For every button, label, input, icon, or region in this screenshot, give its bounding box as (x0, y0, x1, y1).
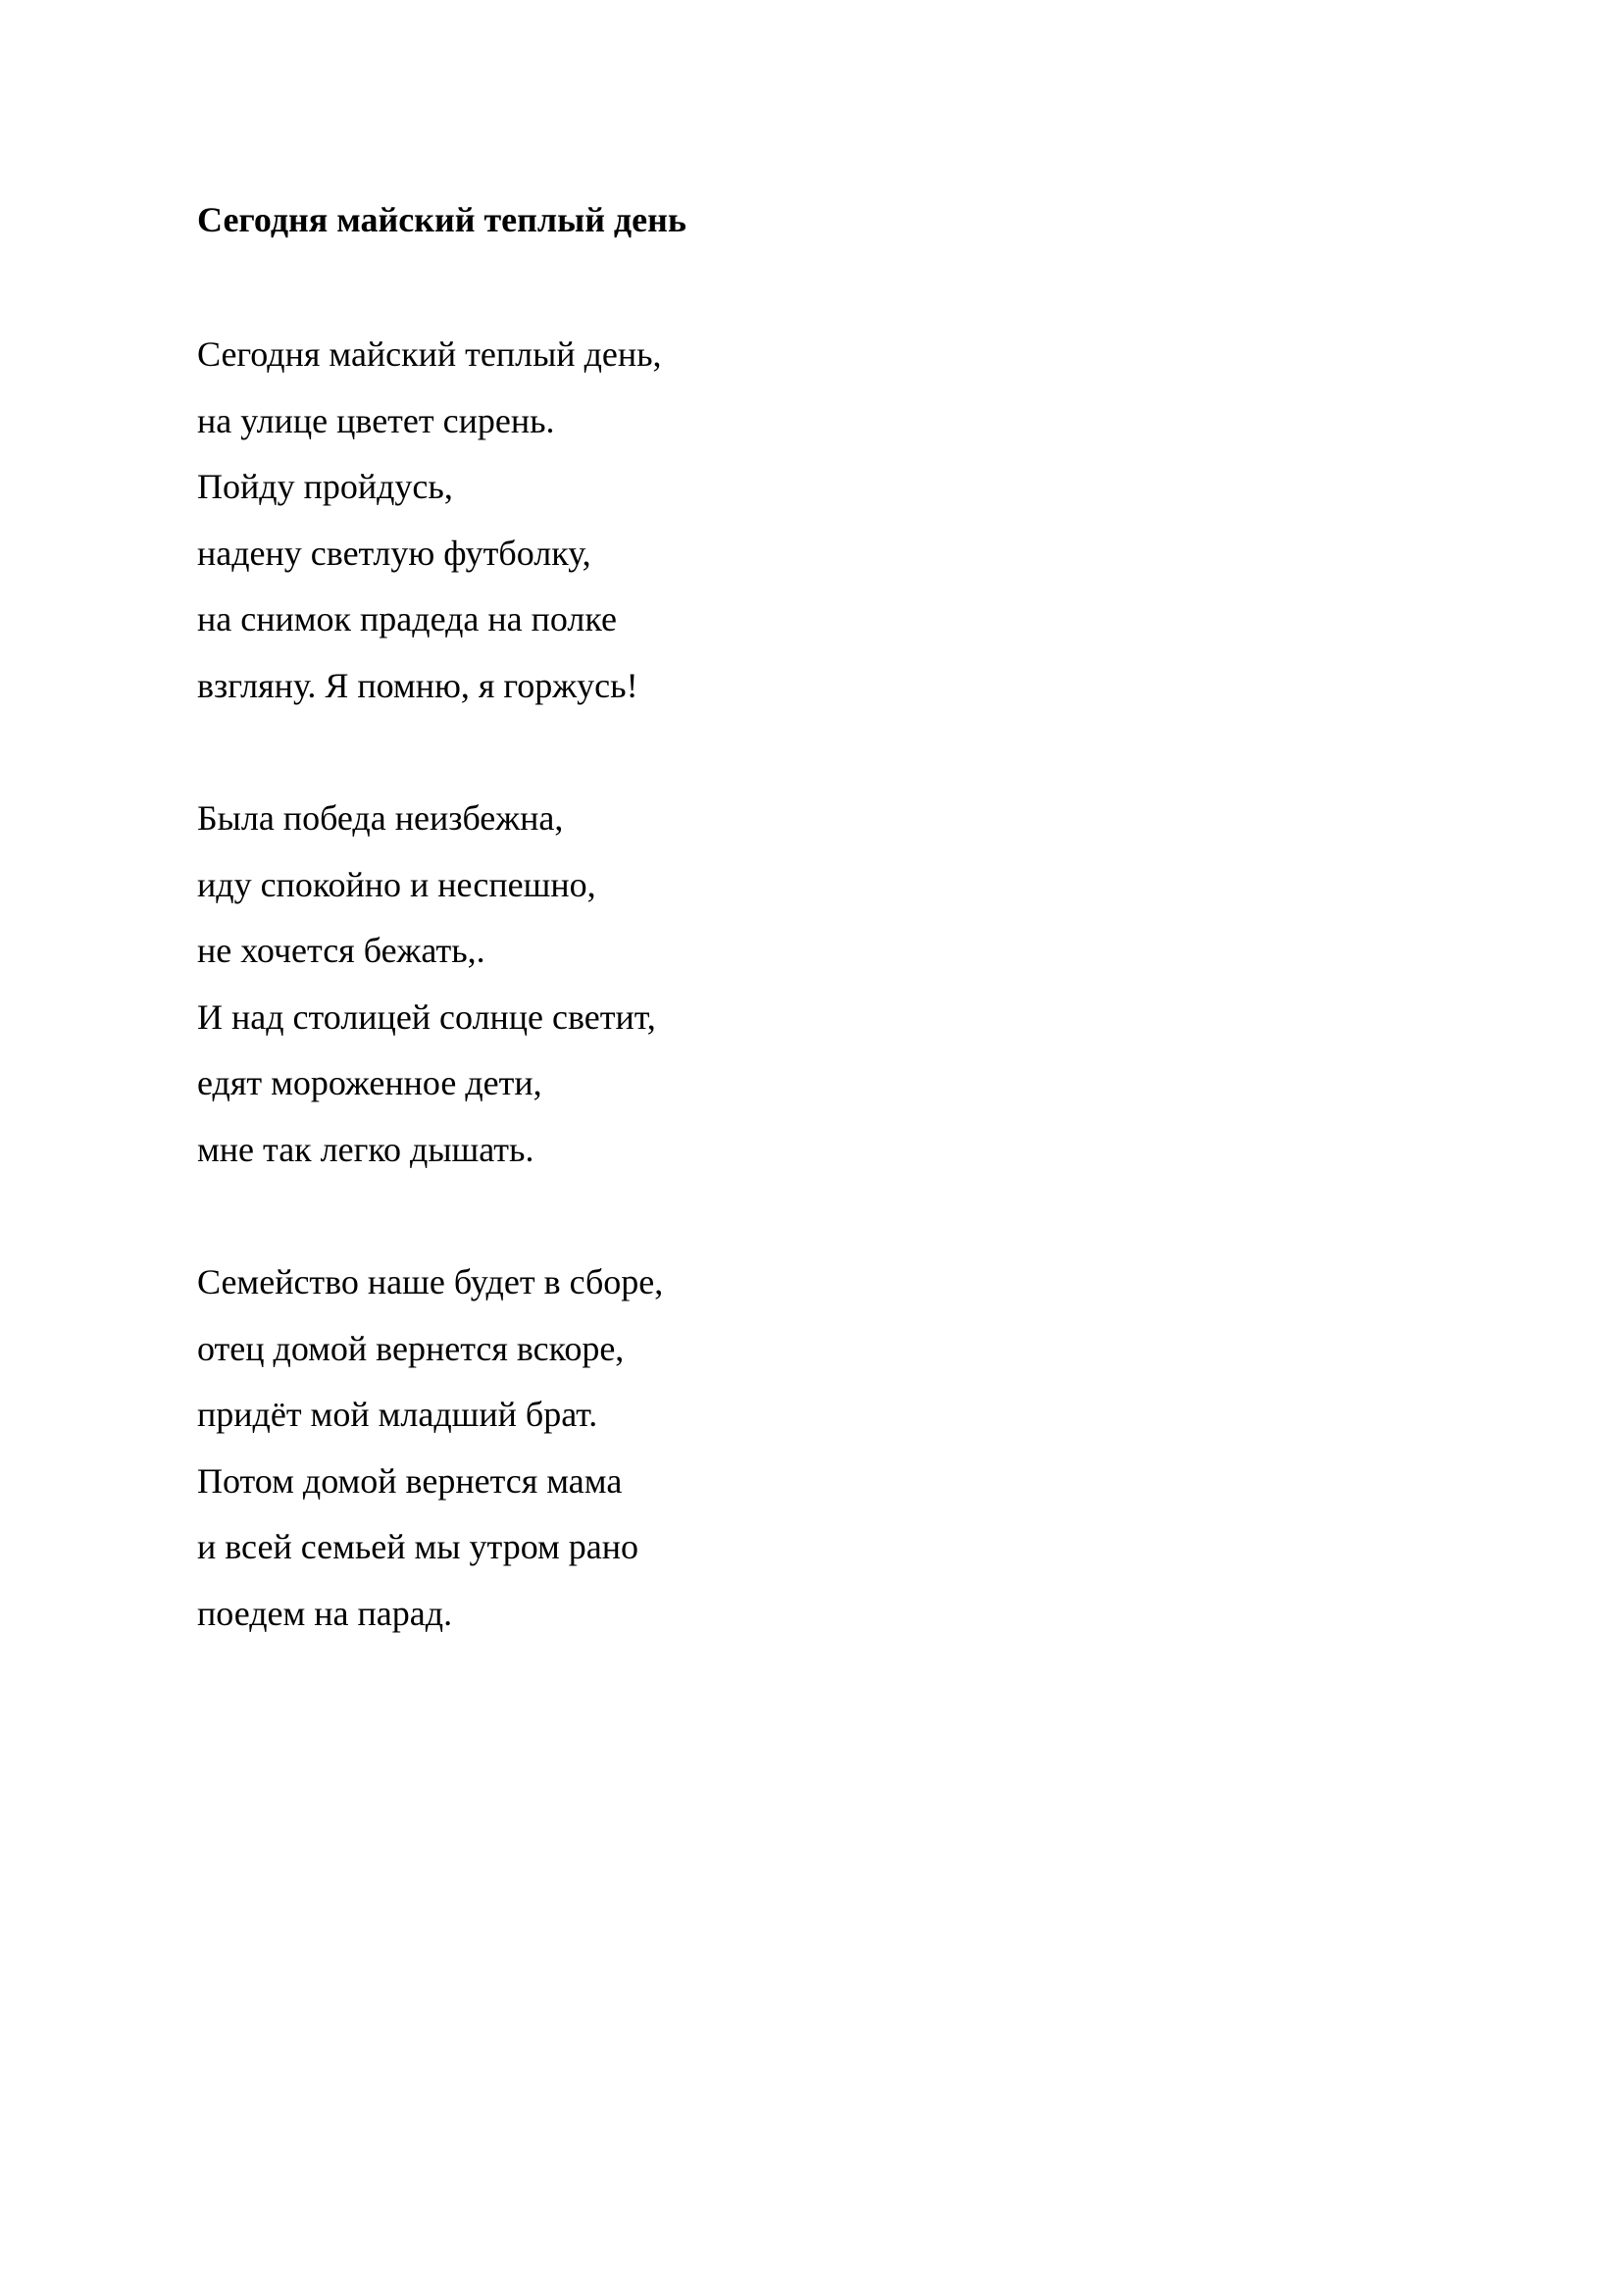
stanza-1 (197, 322, 662, 719)
poem-title: Сегодня майский теплый день (197, 200, 686, 239)
poem-line: Была победа неизбежна, (197, 798, 564, 838)
poem-line: мне так легко дышать. (197, 1129, 534, 1169)
poem-line: едят мороженное дети, (197, 1063, 542, 1102)
poem-line: Сегодня майский теплый день, (197, 334, 662, 374)
poem-line: на снимок прадеда на полке (197, 599, 617, 638)
stanza-3 (197, 1249, 663, 1647)
poem-line: И над столицей солнце светит, (197, 996, 656, 1037)
poem-line: взгляну. Я помню, я горжусь! (197, 665, 638, 705)
poem-line: поедем на парад. (197, 1593, 453, 1633)
poem-line: и всей семьей мы утром рано (197, 1527, 639, 1566)
poem-line: на улице цветет сирень. (197, 400, 555, 440)
poem-line: надену светлую футболку, (197, 533, 591, 573)
poem-line: иду спокойно и неспешно, (197, 864, 596, 904)
poem-line: Потом домой вернется мама (197, 1460, 623, 1501)
poem-line: придёт мой младший брат. (197, 1395, 598, 1434)
poem-line: не хочется бежать,. (197, 931, 485, 970)
poem-line: отец домой вернется вскоре, (197, 1328, 625, 1368)
stanza-2 (197, 786, 656, 1183)
poem-line: Пойду пройдусь, (197, 467, 453, 506)
poem-line: Семейство наше будет в сборе, (197, 1262, 664, 1301)
